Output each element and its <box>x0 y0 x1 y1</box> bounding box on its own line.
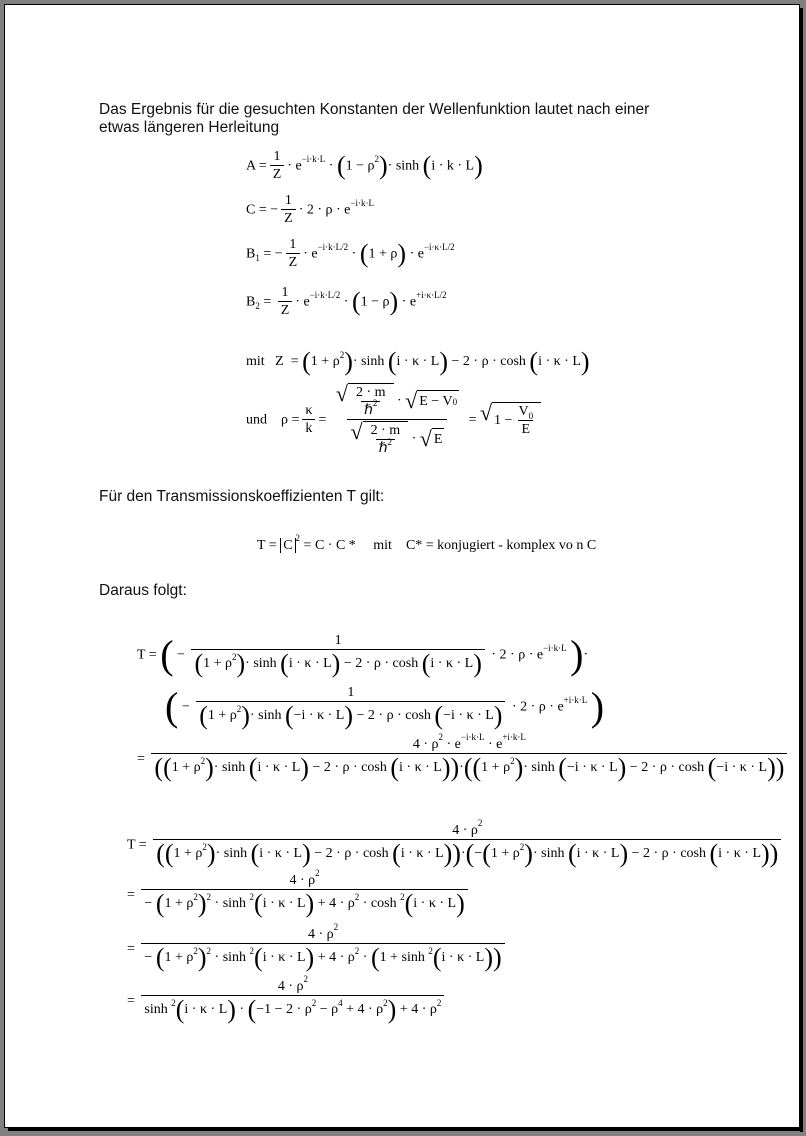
transmission-text: Für den Transmissionskoeffizienten T gilt: <box>99 488 385 505</box>
equation-Z: mit $Z = (1 + \rho^2)\cdot \sinh (i \cdot \kappa \cdot L) - 2 \cdot \rho \cdot \cosh (i \cdot \kappa \cdot L)$ <box>246 347 590 376</box>
equation-T-product-3: = $4 \cdot \rho^2 \cdot e^{-i\cdot k\cdot L} \cdot e^{+i\cdot k\cdot L}$ $((1 + \rho^2)\cdot \sinh (i \cdot \kappa \cdot L) - 2 \cdot \rho \cdot \cosh (i \cdot \kappa \cdot L))\cdot((1 + \rho^2)\cdot \sinh (-i \cdot \kappa \cdot L) - 2 \cdot \rho \cdot \cosh (-i \cdot \kappa \cdot L))$ <box>137 737 790 781</box>
equation-rho: und ρ = $\frac{\kappa}{k}$ = √ $\frac{2 \cdot m}{\hbar^2}$ · √ E − V 0 √ $\frac{2 \cdot m}{\hbar^2}$ · √ E = √ 1 − $\frac{V_0}{E}$ <box>246 383 541 457</box>
equation-C: C = − $\frac{1}{Z}$ · $2 \cdot \rho \cdot e^{-i\cdot k\cdot L}$ <box>246 193 374 227</box>
mit-label-2: mit <box>373 538 392 553</box>
equation-T-product-2: ( − $\frac{1}{(1 + \rho^2)\cdot \sinh (-i \cdot \kappa \cdot L) - 2 \cdot \rho \cdot \cosh (-i \cdot \kappa \cdot L)}$ · $2 \cdot \rho \cdot e^{+i\cdot k\cdot L}$ ) <box>165 684 605 731</box>
conjugate-text: C* = konjugiert - komplex vo n C <box>405 538 597 553</box>
equation-B2: $B_2$ = $\frac{1}{Z}$ · $e^{-i\cdot k\cdot L/2} \cdot (1 - \rho) \cdot e^{+i\cdot\kappa\cdot L/2}$ <box>246 285 447 319</box>
equation-A: A = $\frac{1}{Z}$ · $e^{-i\cdot k\cdot L} \cdot (1 - \rho^2)\cdot \sinh (i \cdot k \cdot L)$ <box>246 149 483 183</box>
page-shadow-right <box>800 8 803 1132</box>
intro-line-1: Das Ergebnis für die gesuchten Konstanten der Wellenfunktion lautet nach einer <box>99 101 650 118</box>
document-page <box>4 4 800 1128</box>
daraus-text: Daraus folgt: <box>99 582 187 599</box>
equation-T-simplified-4: = $\frac{4 \cdot \rho^2}{\sinh ^2(i \cdot \kappa \cdot L) \cdot (-1 - 2 \cdot \rho^2 - \rho^4 + 4 \cdot \rho^2) + 4 \cdot \rho^2}$ <box>127 979 447 1023</box>
und-label: und <box>246 412 267 428</box>
intro-line-2: etwas längeren Herleitung <box>99 119 280 136</box>
page-shadow-bottom <box>8 1128 803 1131</box>
equation-T-simplified-3: = $4 \cdot \rho^2$ − $(1 + \rho^2)^2 \cdot \sinh ^2(i \cdot \kappa \cdot L) + 4 \cdot \rho^2 \cdot (1 + \sinh ^2(i \cdot \kappa \cdot L))$ <box>127 927 508 971</box>
equation-T-definition: T = C $^2$ = C · C * mit C* = konjugiert - komplex vo n C <box>257 533 597 553</box>
equation-T-simplified-2: = $\frac{4 \cdot \rho^2}{- (1 + \rho^2)^2 \cdot \sinh ^2(i \cdot \kappa \cdot L) + 4 \cdot \rho^2 \cdot \cosh ^2(i \cdot \kappa \cdot L)}$ <box>127 873 471 917</box>
mit-label: mit <box>246 354 265 370</box>
equation-T-product-1: T = ( − $\frac{1}{(1 + \rho^2)\cdot \sinh (i \cdot \kappa \cdot L) - 2 \cdot \rho \cdot \cosh (i \cdot \kappa \cdot L)}$ · $2 \cdot \rho \cdot e^{-i\cdot k\cdot L}$ )· <box>137 632 589 679</box>
equation-B1: $B_1$ = − $\frac{1}{Z}$ · $e^{-i\cdot k\cdot L/2} \cdot (1 + \rho) \cdot e^{-i\cdot\kappa\cdot L/2}$ <box>246 237 455 271</box>
equation-T-simplified-1: T = $4 \cdot \rho^2$ $((1 + \rho^2)\cdot \sinh (i \cdot \kappa \cdot L) - 2 \cdot \rho \cdot \cosh (i \cdot \kappa \cdot L))\cdot(-(1 + \rho^2)\cdot \sinh (i \cdot \kappa \cdot L) - 2 \cdot \rho \cdot \cosh (i \cdot \kappa \cdot L))$ <box>127 823 784 867</box>
